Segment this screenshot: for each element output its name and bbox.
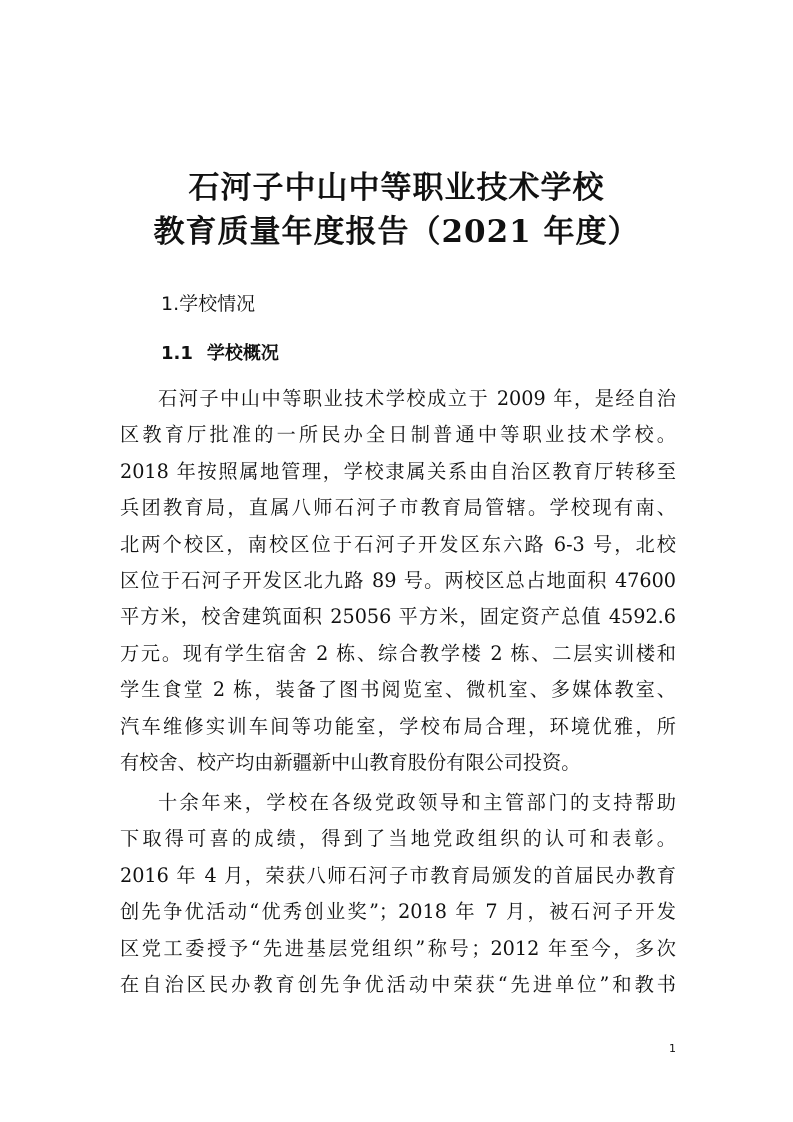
- paragraph-line: 十余年来，学校在各级党政领导和主管部门的支持帮助: [158, 791, 676, 814]
- paragraph-line: 2018 年按照属地管理，学校隶属关系由自治区教育厅转移至: [120, 459, 676, 483]
- document-title-line-1: 石河子中山中等职业技术学校: [188, 170, 605, 206]
- paragraph-line: 平方米，校舍建筑面积 25056 平方米，固定资产总值 4592.6: [120, 605, 676, 629]
- page-number: 1: [669, 1042, 676, 1055]
- subsection-number: 1.1: [161, 343, 193, 364]
- paragraph-line: 北两个校区，南校区位于石河子开发区东六路 6-3 号，北校: [120, 532, 676, 556]
- paragraph-line: 兵团教育局，直属八师石河子市教育局管辖。学校现有南、: [120, 496, 676, 520]
- section-heading: 1.学校情况: [161, 293, 256, 315]
- paragraph-line: 区党工委授予“先进基层党组织”称号；2012 年至今，多次: [120, 936, 676, 960]
- paragraph-achievements: [120, 785, 676, 1003]
- paragraph-line: 汽车维修实训车间等功能室，学校布局合理，环境优雅，所: [120, 714, 676, 738]
- paragraph-line: 区教育厅批准的一所民办全日制普通中等职业技术学校。: [120, 423, 676, 447]
- paragraph-line: 有校舍、校产均由新疆新中山教育股份有限公司投资。: [120, 750, 581, 774]
- paragraph-line: 区位于石河子开发区北九路 89 号。两校区总占地面积 47600: [120, 568, 676, 592]
- subsection-title: 学校概况: [206, 343, 279, 364]
- paragraph-line: 2016 年 4 月，荣获八师石河子市教育局颁发的首届民办教育: [120, 863, 676, 887]
- paragraph-line: 学生食堂 2 栋，装备了图书阅览室、微机室、多媒体教室、: [120, 678, 676, 702]
- document-title-line-2: 教育质量年度报告（2021 年度）: [153, 214, 640, 250]
- paragraph-line: 在自治区民办教育创先争优活动中荣获“先进单位”和教书: [120, 972, 676, 996]
- paragraph-line: 下取得可喜的成绩，得到了当地党政组织的认可和表彰。: [120, 827, 676, 851]
- subsection-heading: [161, 340, 279, 368]
- paragraph-line: 石河子中山中等职业技术学校成立于 2009 年，是经自治: [158, 387, 676, 410]
- paragraph-line: 万元。现有学生宿舍 2 栋、综合教学楼 2 栋、二层实训楼和: [120, 641, 676, 665]
- paragraph-line: 创先争优活动“优秀创业奖”；2018 年 7 月，被石河子开发: [120, 900, 676, 924]
- paragraph-school-overview: [120, 381, 676, 781]
